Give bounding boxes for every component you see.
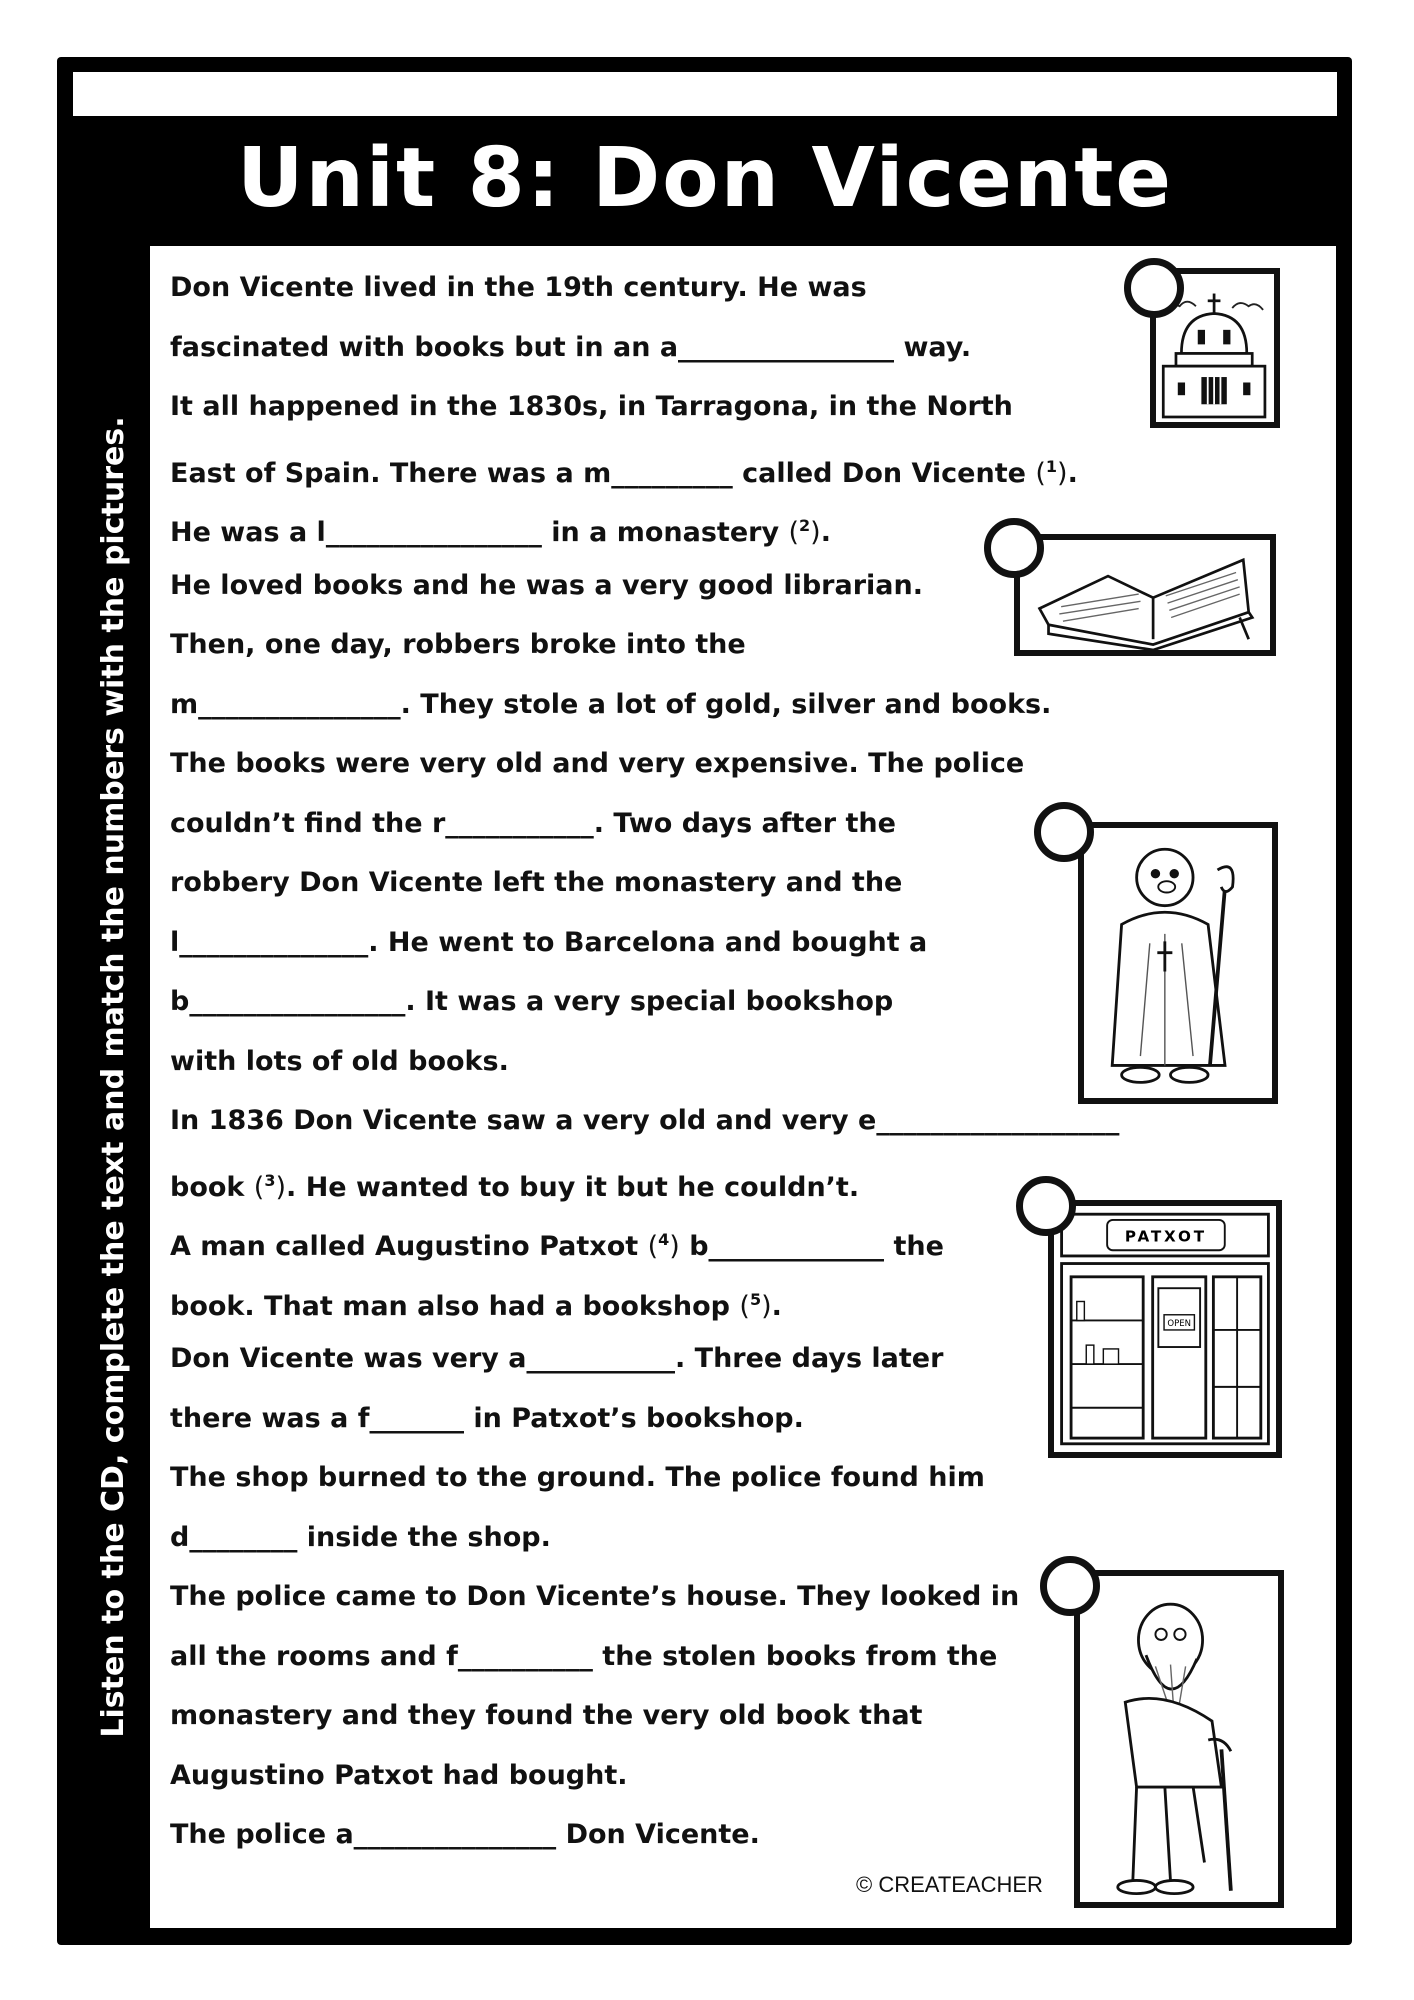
page-title: Unit 8: Don Vicente bbox=[236, 131, 1174, 226]
shop-sign-text: PATXOT bbox=[1124, 1227, 1207, 1246]
story-line: robbery Don Vicente left the monastery and the bbox=[170, 867, 903, 898]
header-strip bbox=[73, 72, 1337, 116]
story-line: In 1836 Don Vicente saw a very old and very e__________________ bbox=[170, 1105, 1120, 1136]
story-line: fascinated with books but in an a________________ way. bbox=[170, 332, 972, 363]
story-line: East of Spain. There was a m_________ called Don Vicente ($^1$). bbox=[170, 457, 1078, 489]
number-bubble-1[interactable] bbox=[1124, 258, 1184, 318]
story-line: The police came to Don Vicente’s house. They looked in bbox=[170, 1581, 1020, 1612]
bookshop-icon bbox=[1054, 1206, 1276, 1452]
number-bubble-2[interactable] bbox=[984, 518, 1044, 578]
story-line: with lots of old books. bbox=[170, 1046, 509, 1077]
story-line-text: . He wanted to buy it but he couldn’t. bbox=[286, 1172, 860, 1203]
story-line: d________ inside the shop. bbox=[170, 1522, 551, 1553]
story-line: He was a l________________ in a monastery ($^2$). bbox=[170, 516, 831, 548]
story-line: It all happened in the 1830s, in Tarragona, in the North bbox=[170, 391, 1013, 422]
story-line-text: He was a l________________ in a monastery bbox=[170, 517, 789, 548]
story-line: The shop burned to the ground. The police found him bbox=[170, 1462, 985, 1493]
story-line: m_______________. They stole a lot of gold, silver and books. bbox=[170, 689, 1052, 720]
picture-old-man bbox=[1074, 1570, 1284, 1908]
door-sign-text: OPEN bbox=[1167, 1319, 1192, 1330]
story-line-text: b_____________ the bbox=[679, 1231, 944, 1262]
number-bubble-5[interactable] bbox=[1040, 1556, 1100, 1616]
story-line: book ($^3$). He wanted to buy it but he couldn’t. bbox=[170, 1171, 860, 1203]
story-line: book. That man also had a bookshop ($^5$). bbox=[170, 1290, 782, 1322]
story-line-text: book bbox=[170, 1172, 254, 1203]
old-man-icon bbox=[1080, 1576, 1278, 1902]
copyright-credit: © CREATEACHER bbox=[856, 1872, 1043, 1897]
story-line: couldn’t find the r___________. Two days after the bbox=[170, 808, 896, 839]
number-bubble-3[interactable] bbox=[1034, 802, 1094, 862]
text-panel bbox=[150, 246, 1336, 1928]
story-line: Augustino Patxot had bought. bbox=[170, 1760, 628, 1791]
number-bubble-4[interactable] bbox=[1016, 1176, 1076, 1236]
story-line-text: A man called Augustino Patxot bbox=[170, 1231, 648, 1262]
picture-book bbox=[1014, 534, 1276, 656]
story-line: l______________. He went to Barcelona and bought a bbox=[170, 927, 928, 958]
picture-bookshop bbox=[1048, 1200, 1282, 1458]
story-line: there was a f_______ in Patxot’s bookshop. bbox=[170, 1403, 804, 1434]
story-line: The books were very old and very expensive. The police bbox=[170, 748, 1025, 779]
picture-monk bbox=[1078, 822, 1278, 1104]
story-line: He loved books and he was a very good librarian. bbox=[170, 570, 923, 601]
reference-number: 4 bbox=[658, 1230, 670, 1249]
story-line: monastery and they found the very old book that bbox=[170, 1700, 923, 1731]
reference-number: 1 bbox=[1045, 457, 1058, 476]
side-instruction: Listen to the CD, complete the text and match the numbers with the pictures. bbox=[96, 416, 131, 1738]
story-line: Then, one day, robbers broke into the bbox=[170, 629, 746, 660]
story-line-text: East of Spain. There was a m_________ called Don Vicente bbox=[170, 458, 1036, 489]
reference-number: 5 bbox=[749, 1290, 762, 1309]
monk-icon bbox=[1084, 828, 1272, 1098]
story-line: b________________. It was a very special bookshop bbox=[170, 986, 894, 1017]
story-line-text: . bbox=[771, 1291, 782, 1322]
story-line: The police a_______________ Don Vicente. bbox=[170, 1819, 760, 1850]
story-line: A man called Augustino Patxot ($^4$) b_____________ the bbox=[170, 1230, 944, 1262]
story-line: all the rooms and f__________ the stolen books from the bbox=[170, 1641, 998, 1672]
story-line-text: . bbox=[1067, 458, 1078, 489]
reference-number: 3 bbox=[264, 1171, 276, 1190]
story-line-text: book. That man also had a bookshop bbox=[170, 1291, 740, 1322]
story-line-text: . bbox=[820, 517, 831, 548]
reference-number: 2 bbox=[799, 516, 811, 535]
story-line: Don Vicente lived in the 19th century. He was bbox=[170, 272, 867, 303]
open-book-icon bbox=[1020, 540, 1270, 650]
story-line: Don Vicente was very a___________. Three days later bbox=[170, 1343, 944, 1374]
